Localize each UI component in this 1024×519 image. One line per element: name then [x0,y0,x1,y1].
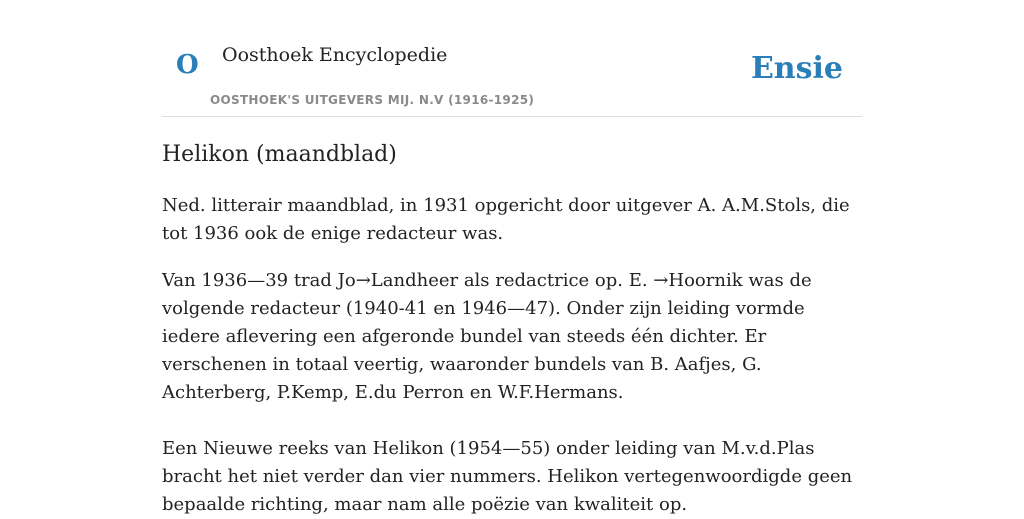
article-paragraph-3: Een Nieuwe reeks van Helikon (1954—55) onder leiding van M.v.d.Plas bracht het niet verder dan vier nummers. Helikon vertegenwoordigde geen bepaalde richting, maar nam alle poëzie van kwaliteit op. [162,438,853,515]
article-title: Helikon (maandblad) [162,142,397,167]
cross-reference-arrow-icon[interactable]: → [355,270,371,291]
site-subtitle: OOSTHOEK'S UITGEVERS MIJ. N.V (1916-1925) [210,93,535,107]
cross-reference-link-hoornik[interactable]: Hoornik was de volgende redacteur (1940-41 en 1946—47). Onder zijn leiding vormde iedere aflevering een afgeronde bundel van steeds één dichter. Er verschenen in totaal veertig, waaronder bundels van B. Aafjes, G. Achterberg, P.Kemp, E.du Perron en W.F.Hermans. [162,270,812,403]
site-logo[interactable]: O [176,50,199,80]
paragraph-text: Van 1936—39 trad Jo [162,270,356,291]
article-paragraph-2 [162,267,862,407]
site-header [162,0,862,117]
site-title[interactable]: Oosthoek Encyclopedie [222,44,448,66]
ensie-brand-link[interactable]: Ensie [750,51,843,86]
article-paragraph-1: Ned. litterair maandblad, in 1931 opgericht door uitgever A. A.M.Stols, die tot 1936 ook de enige redacteur was. [162,195,850,244]
page [162,0,862,515]
cross-reference-arrow-icon[interactable]: → [653,270,669,291]
cross-reference-link-landheer[interactable]: Landheer als redactrice op. E. [370,270,654,291]
